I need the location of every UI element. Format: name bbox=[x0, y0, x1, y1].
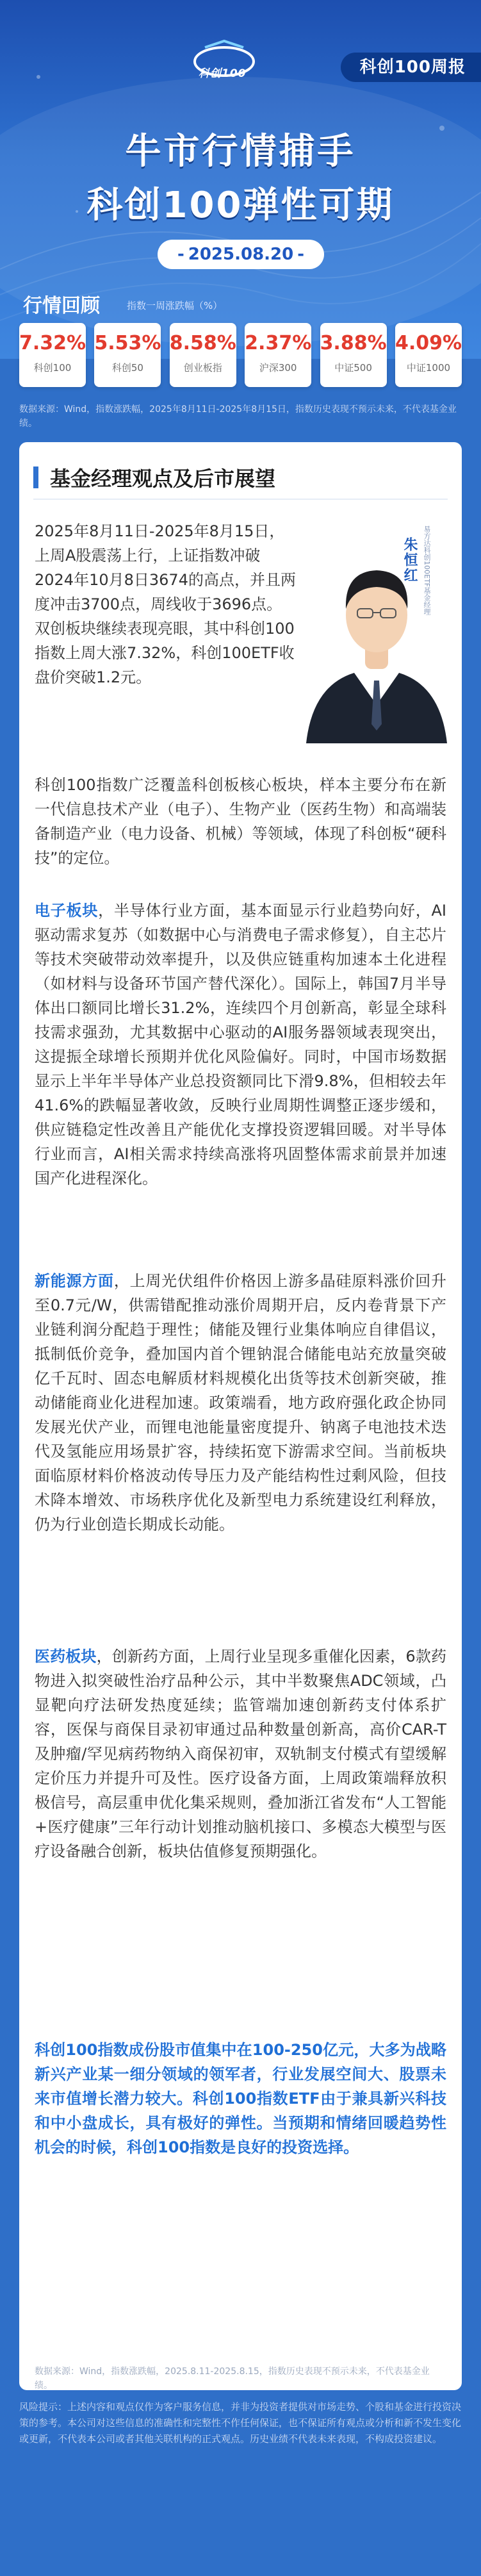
manager-name: 朱恒红 bbox=[402, 537, 418, 583]
outlook-source-note: 数据来源：Wind，指数涨跌幅，2025.8.11-2025.8.15，指数历史表现不预示未来，不代表基金业绩。 bbox=[35, 2366, 430, 2390]
date-dash-right: - bbox=[297, 245, 305, 264]
performance-title: 行情回顾 bbox=[23, 295, 100, 317]
index-card bbox=[170, 323, 236, 387]
index-cards bbox=[19, 323, 462, 400]
index-card bbox=[395, 323, 462, 387]
index-name: 中证1000 bbox=[406, 362, 451, 374]
index-card bbox=[245, 323, 311, 387]
index-name: 科创50 bbox=[111, 362, 143, 374]
hero-banner bbox=[0, 0, 481, 359]
index-change: 2.37% bbox=[245, 332, 312, 354]
report-date: 2025.08.20 bbox=[188, 245, 294, 264]
date-pill bbox=[158, 240, 324, 269]
pharma-text: ，创新药方面，上周行业呈现多重催化因素，6款药物进入拟突破性治疗品种公示，其中半数聚焦ADC领域，凸显靶向疗法研发热度延续；监管端加速创新药支付体系扩容，医保与商保目录初审通过品种数量创新高，高价CAR-T及肿瘤/罕见病药物纳入商保初审，双轨制支付模式有望缓解定价压力并提升可及性。医疗设备方面，上周政策端释放积极信号，高层重申优化集采规则，叠加浙江省发布“人工智能+医疗健康”三年行动计划推动脑机接口、多模态大模型与医疗设备融合创新，板块估值修复预期强化。 bbox=[35, 1647, 446, 1860]
summary-paragraph: 科创100指数成份股市值集中在100-250亿元，大多为战略新兴产业某一细分领域的领军者，行业发展空间大、股票未来市值增长潜力较大。科创100指数ETF由于兼具新兴科技和中小盘成长，具有极好的弹性。当预期和情绪回暖趋势性机会的时候，科创100指数是良好的投资选择。 bbox=[35, 2041, 446, 2156]
panel-header bbox=[19, 442, 462, 500]
header-divider bbox=[33, 499, 448, 500]
performance-subtitle: 指数一周涨跌幅（%） bbox=[127, 300, 223, 311]
index-change: 8.58% bbox=[169, 332, 236, 354]
index-card bbox=[94, 323, 161, 387]
index-change: 7.32% bbox=[19, 332, 86, 354]
manager-portrait bbox=[293, 513, 460, 743]
electronics-label: 电子板块 bbox=[35, 902, 99, 920]
electronics-paragraph bbox=[35, 898, 446, 1191]
outlook-panel bbox=[19, 442, 462, 2390]
page-title-line1: 牛市行情捕手 bbox=[125, 131, 356, 172]
intro-paragraph: 2025年8月11日-2025年8月15日，上周A股震荡上行，上证指数冲破2024年10月8日3674的高点，并且两度冲击3700点，周线收于3696点。双创板块继续表现亮眼，其中科创100指数上周大涨7.32%，科创100ETF收盘价突破1.2元。 bbox=[35, 522, 296, 686]
logo-text: 科创100 bbox=[199, 67, 247, 80]
index-change: 5.53% bbox=[94, 332, 161, 354]
index-card bbox=[19, 323, 86, 387]
page-title-line2: 科创100弹性可期 bbox=[86, 185, 395, 226]
pharma-paragraph bbox=[35, 1644, 446, 1863]
index-change: 3.88% bbox=[320, 332, 387, 354]
outlook-title: 基金经理观点及后市展望 bbox=[50, 466, 276, 491]
title-accent-bar bbox=[33, 466, 38, 488]
index-name: 沪深300 bbox=[259, 362, 297, 374]
pharma-label: 医药板块 bbox=[35, 1647, 97, 1665]
index-card bbox=[320, 323, 387, 387]
index-name: 科创100 bbox=[33, 362, 72, 374]
index-change: 4.09% bbox=[395, 332, 462, 354]
energy-paragraph bbox=[35, 1269, 446, 1537]
index-name: 中证500 bbox=[334, 362, 372, 374]
performance-source-note: 数据来源：Wind，指数涨跌幅，2025年8月11日-2025年8月15日，指数历史表现不预示未来，不代表基金业绩。 bbox=[19, 404, 457, 429]
date-dash-left: - bbox=[177, 245, 184, 264]
index-name: 创业板指 bbox=[183, 362, 222, 374]
index-paragraph: 科创100指数广泛覆盖科创板核心板块，样本主要分布在新一代信息技术产业（电子）、生物产业（医药生物）和高端装备制造产业（电力设备、机械）等领域，体现了科创板“硬科技”的定位。 bbox=[35, 776, 446, 867]
risk-disclaimer: 风险提示：上述内容和观点仅作为客户服务信息，并非为投资者提供对市场走势、个股和基金进行投资决策的参考。本公司对这些信息的准确性和完整性不作任何保证，也不保证所有观点或分析和新不发生变化或更新，不代表本公司或者其他关联机构的正式观点。历史业绩不代表未来表现，不构成投资建议。 bbox=[19, 2401, 462, 2445]
electronics-text: ，半导体行业方面，基本面显示行业趋势向好，AI驱动需求复苏（如数据中心与消费电子需求修复），自主芯片等技术突破带动效率提升，以及供应链重构加速本土化进程（如材料与设备环节国产替代深化）。国际上，韩国7月半导体出口额同比增长31.2%，连续四个月创新高，彰显全球科技需求强劲，尤其数据中心驱动的AI服务器领域表现突出，这提振全球增长预期并优化风险偏好。同时，中国市场数据显示上半年半导体产业总投资额同比下滑9.8%，但相较去年41.6%的跌幅显著收敛，反映行业周期性调整正逐步缓和，供应链稳定性改善且产能优化支撑投资逻辑回暖。对半导体行业而言，AI相关需求持续高涨将巩固整体需求前景并加速国产化进程深化。 bbox=[35, 902, 446, 1187]
energy-text: ，上周光伏组件价格因上游多晶硅原料涨价回升至0.7元/W，供需错配推动涨价周期开启，反内卷背景下产业链利润分配趋于理性；储能及锂行业集体响应自律倡议，抵制低价竞争，叠加国内首个锂钠混合储能电站充放量突破亿千瓦时、固态电解质材料规模化出货等技术创新突破，推动储能商业化进程加速。政策端看，地方政府强化政企协同发展光伏产业，而锂电池能量密度提升、钠离子电池技术迭代及氢能应用场景扩容，持续拓宽下游需求空间。当前板块面临原材料价格波动传导压力及产能结构性过剩风险，但技术降本增效、市场秩序优化及新型电力系统建设红利释放，仍为行业创造长期成长动能。 bbox=[35, 1272, 447, 1533]
brand-tag: 科创100周报 bbox=[341, 53, 481, 82]
energy-label: 新能源方面 bbox=[35, 1272, 114, 1290]
manager-title: 易方达科创100ETF基金经理 bbox=[423, 525, 431, 615]
